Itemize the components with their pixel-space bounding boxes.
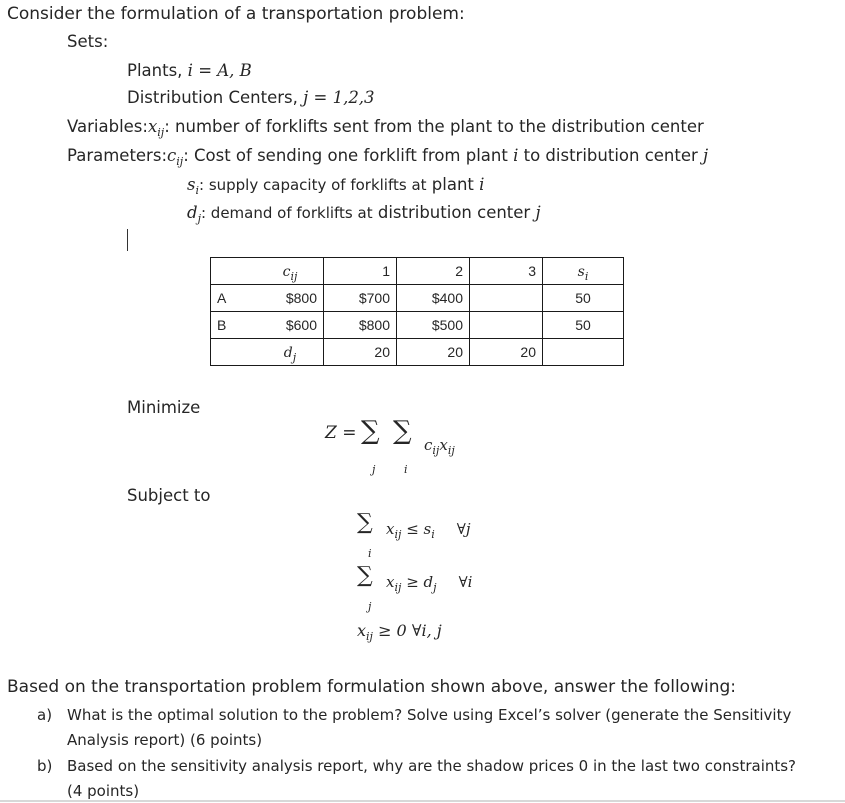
table-cell: $400 bbox=[397, 285, 470, 312]
constraint2-sum: ∑ bbox=[357, 563, 373, 588]
table-cell: $800 bbox=[257, 285, 324, 312]
plants-label: Plants, bbox=[127, 61, 183, 80]
table-header-col: 3 bbox=[470, 258, 543, 285]
table-cell: $500 bbox=[397, 312, 470, 339]
question-b-marker: b) bbox=[37, 757, 53, 775]
table-row bbox=[211, 312, 624, 339]
variables-desc: : number of forklifts sent from the plant to the distribution center bbox=[164, 117, 704, 136]
sum-j-symbol: ∑ bbox=[361, 416, 380, 446]
table-corner bbox=[211, 258, 258, 285]
supply-desc: : supply capacity of forklifts at bbox=[199, 176, 427, 194]
parameters-symbol: c bbox=[167, 146, 177, 165]
parameters-line bbox=[67, 146, 709, 168]
objective-term: $c_{ij}x_{ij}$ bbox=[424, 436, 455, 457]
intro-text: Consider the formulation of a transportation problem: bbox=[7, 4, 465, 24]
plants-math: i = A, B bbox=[187, 61, 252, 80]
text-cursor bbox=[127, 229, 128, 251]
demand-desc: : demand of forklifts at bbox=[200, 204, 373, 222]
table-header-row bbox=[211, 258, 624, 285]
demand-j: j bbox=[535, 203, 541, 222]
supply-param-line bbox=[187, 175, 485, 197]
demand-symbol: d bbox=[187, 203, 198, 222]
parameters-desc2: to distribution center bbox=[523, 146, 698, 165]
sets-label: Sets: bbox=[67, 32, 109, 51]
parameters-j: j bbox=[703, 146, 709, 165]
question-a-line1: What is the optimal solution to the problem? Solve using Excel’s solver (generate the Sensitivity bbox=[67, 706, 792, 724]
parameters-label: Parameters: bbox=[67, 146, 167, 165]
constraint2-index: j bbox=[368, 600, 372, 613]
demand-label: $d_j$ bbox=[257, 339, 324, 366]
table-cell: $600 bbox=[257, 312, 324, 339]
constraint2: $x_{ij} \ge d_j$ ∀i bbox=[386, 573, 473, 594]
table-header-si: $s_i$ bbox=[543, 258, 624, 285]
supply-cell: 50 bbox=[543, 285, 624, 312]
demand-cell: 20 bbox=[397, 339, 470, 366]
dc-math: j = 1,2,3 bbox=[303, 88, 375, 107]
demand-corner bbox=[211, 339, 258, 366]
row-label: B bbox=[211, 312, 258, 339]
bottom-divider bbox=[0, 800, 845, 802]
parameters-i: i bbox=[513, 146, 519, 165]
variables-symbol: x bbox=[147, 117, 158, 136]
sum-i-index: i bbox=[404, 463, 408, 476]
table-header-cij: $c_{ij}$ bbox=[257, 258, 324, 285]
constraint1-sum: ∑ bbox=[357, 510, 373, 535]
table-header-col: 1 bbox=[324, 258, 397, 285]
objective-z: Z = bbox=[325, 423, 357, 443]
demand-param-line bbox=[187, 203, 541, 225]
demand-subscript: j bbox=[197, 212, 201, 225]
plants-line bbox=[127, 61, 252, 80]
constraint1-index: i bbox=[368, 547, 372, 560]
variables-line bbox=[67, 117, 704, 139]
supply-symbol: s bbox=[187, 175, 196, 194]
sum-i-symbol: ∑ bbox=[393, 416, 412, 446]
table-cell: $800 bbox=[324, 312, 397, 339]
table-header-col: 2 bbox=[397, 258, 470, 285]
table-cell: $700 bbox=[324, 285, 397, 312]
sum-j-index: j bbox=[372, 463, 376, 476]
table-row bbox=[211, 285, 624, 312]
constraint3: $x_{ij} \ge 0$ ∀i, j bbox=[357, 621, 442, 643]
minimize-label: Minimize bbox=[127, 398, 201, 417]
parameters-desc1: : Cost of sending one forklift from plant bbox=[183, 146, 508, 165]
dc-label: Distribution Centers, bbox=[127, 88, 298, 107]
demand-cell: 20 bbox=[324, 339, 397, 366]
row-label: A bbox=[211, 285, 258, 312]
supply-i: i bbox=[479, 175, 485, 194]
question-a-marker: a) bbox=[37, 706, 53, 724]
question-b-line2: (4 points) bbox=[67, 782, 140, 800]
supply-subscript: i bbox=[195, 184, 199, 197]
question-a-line2: Analysis report) (6 points) bbox=[67, 731, 263, 749]
variables-subscript: ij bbox=[157, 126, 165, 139]
supply-desc2: plant bbox=[431, 175, 474, 194]
table-demand-row bbox=[211, 339, 624, 366]
demand-cell: 20 bbox=[470, 339, 543, 366]
objective-function bbox=[325, 423, 356, 443]
demand-empty bbox=[543, 339, 624, 366]
demand-desc2: distribution center bbox=[377, 203, 531, 222]
question-intro: Based on the transportation problem formulation shown above, answer the following: bbox=[7, 677, 736, 697]
variables-label: Variables: bbox=[67, 117, 148, 136]
dc-line bbox=[127, 88, 375, 107]
table-cell-empty bbox=[470, 312, 543, 339]
constraint1: $x_{ij} \le s_i$ ∀j bbox=[386, 520, 471, 541]
transportation-table bbox=[210, 257, 624, 366]
question-b-line1: Based on the sensitivity analysis report, why are the shadow prices 0 in the last two constraints? bbox=[67, 757, 797, 775]
supply-cell: 50 bbox=[543, 312, 624, 339]
table-cell-empty bbox=[470, 285, 543, 312]
parameters-subscript: ij bbox=[176, 155, 184, 168]
subject-to-label: Subject to bbox=[127, 486, 211, 505]
